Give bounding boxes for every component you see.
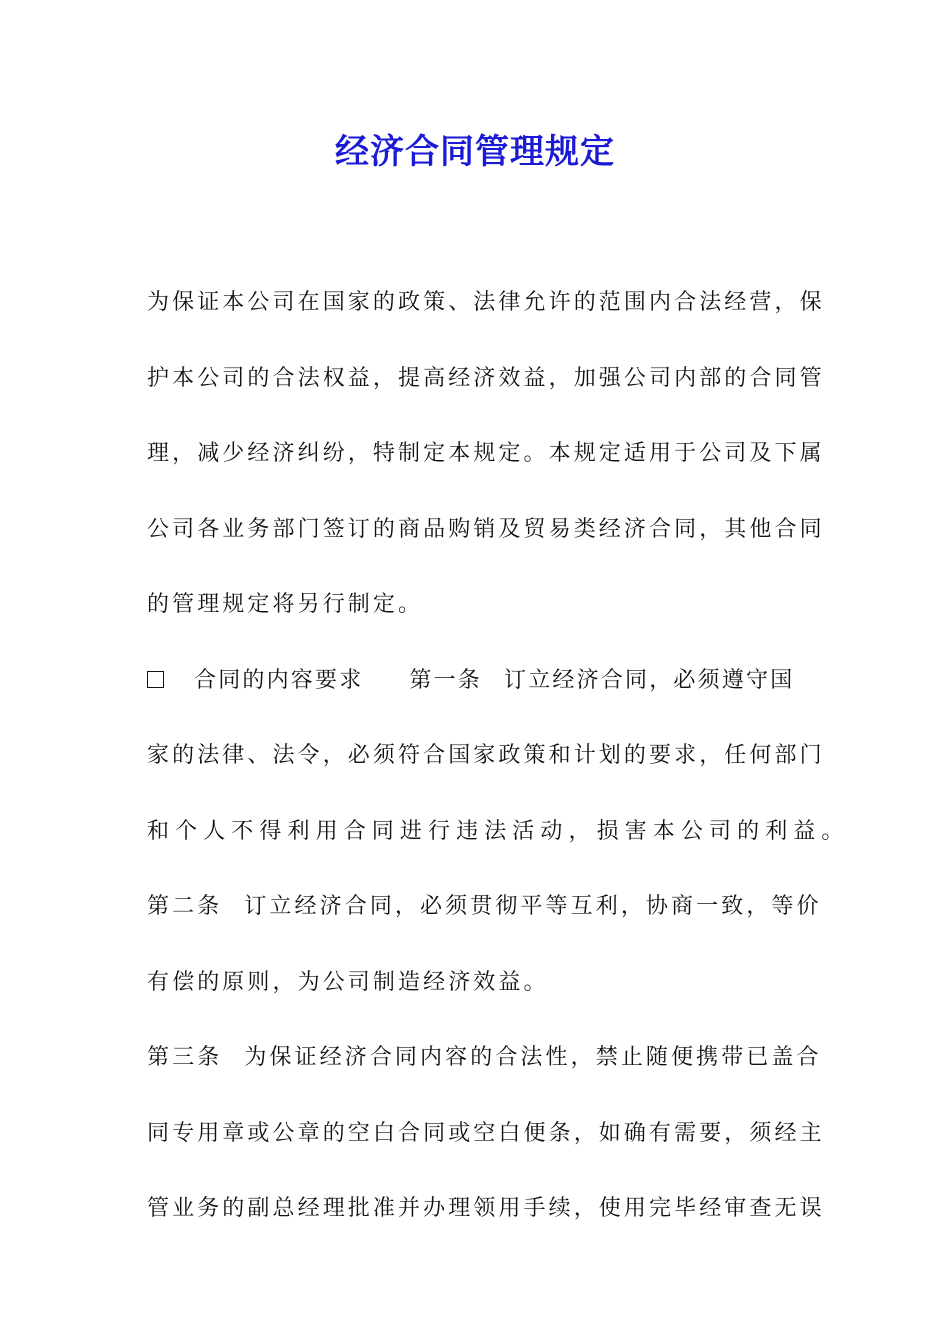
paragraph-line: 理，减少经济纠纷，特制定本规定。本规定适用于公司及下属 <box>147 441 825 466</box>
paragraph-line: 和个人不得利用合同进行违法活动，损害本公司的利益。 <box>147 818 850 844</box>
section-heading: 合同的内容要求 <box>194 667 364 693</box>
paragraph-line: 有偿的原则，为公司制造经济效益。 <box>147 969 549 995</box>
document-title: 经济合同管理规定 <box>335 132 615 172</box>
checkbox-square-icon <box>147 671 164 688</box>
paragraph-line: 家的法律、法令，必须符合国家政策和计划的要求，任何部门 <box>147 743 825 768</box>
article-text: 订立经济合同，必须遵守国 <box>504 667 795 693</box>
section-heading-line <box>147 643 807 719</box>
article-number: 第一条 <box>409 667 483 693</box>
paragraph-line: 的管理规定将另行制定。 <box>147 592 424 617</box>
article-text: 订立经济合同，必须贯彻平等互利，协商一致，等价 <box>244 894 822 919</box>
article-line <box>147 869 822 945</box>
article-number: 第三条 <box>147 1045 223 1070</box>
paragraph-line: 同专用章或公章的空白合同或空白便条，如确有需要，须经主 <box>147 1120 825 1146</box>
document-body <box>147 265 850 1247</box>
article-number: 第二条 <box>147 894 223 919</box>
paragraph-line: 公司各业务部门签订的商品购销及贸易类经济合同，其他合同 <box>147 516 825 542</box>
article-text: 为保证经济合同内容的合法性，禁止随便携带已盖合 <box>244 1045 822 1070</box>
paragraph-line: 管业务的副总经理批准并办理领用手续，使用完毕经审查无误 <box>147 1196 825 1221</box>
paragraph-line: 护本公司的合法权益，提高经济效益，加强公司内部的合同管 <box>147 365 825 391</box>
article-line <box>147 1020 822 1096</box>
paragraph-line: 为保证本公司在国家的政策、法律允许的范围内合法经营，保 <box>147 290 825 315</box>
